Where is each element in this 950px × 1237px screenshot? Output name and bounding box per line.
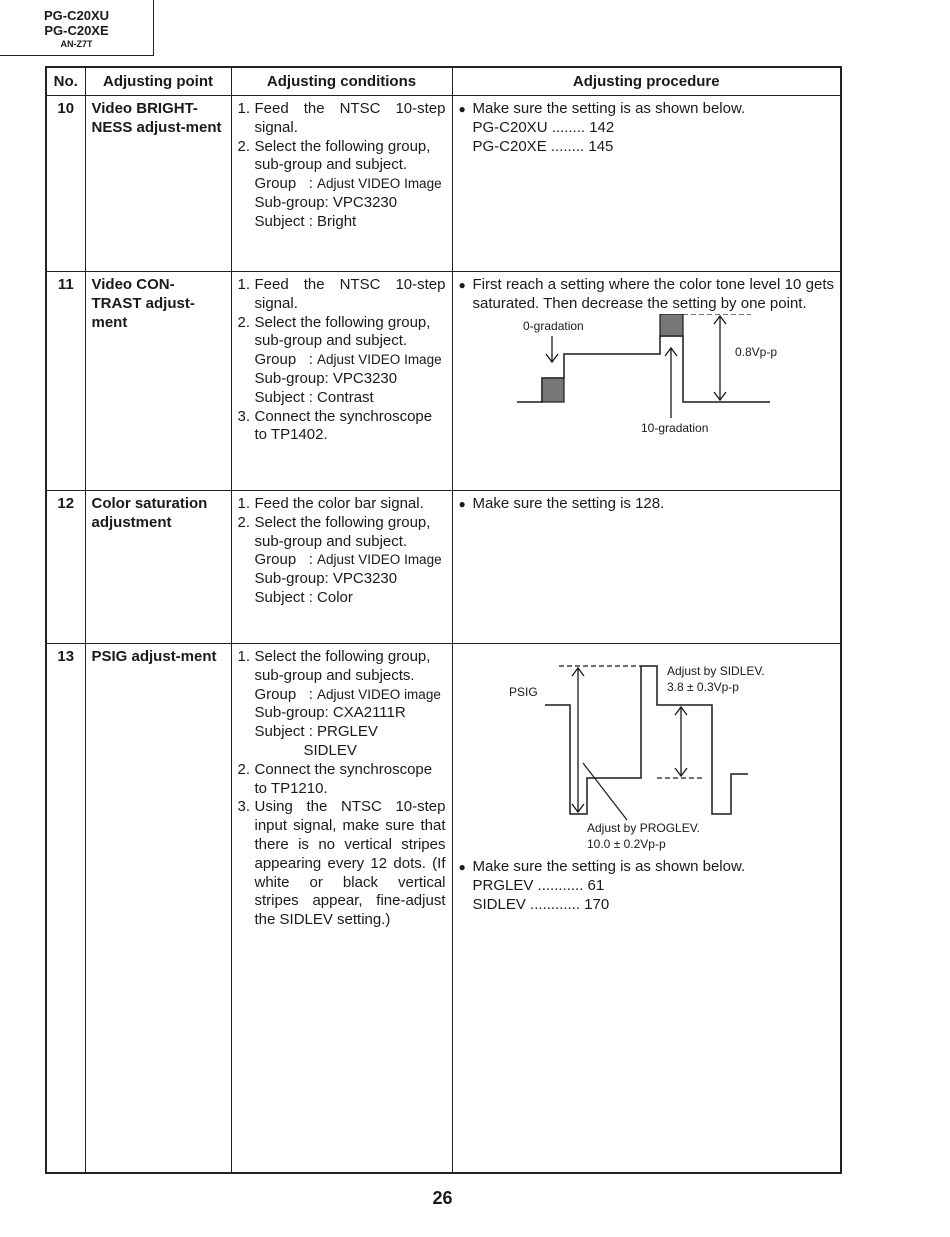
group-line: Group : Adjust VIDEO image xyxy=(254,685,441,703)
subject-line: Subject : Bright xyxy=(254,212,357,230)
ten-gradation-label: 10-gradation xyxy=(640,420,708,435)
condition-step-1: Feed the NTSC 10-step signal. xyxy=(254,276,446,312)
row-number: 11 xyxy=(46,272,85,491)
adjusting-point: Color saturation adjustment xyxy=(85,491,231,644)
sidlev-label: Adjust by SIDLEV. xyxy=(666,664,765,678)
setting-value: PRGLEV ........... 61 xyxy=(472,876,605,894)
procedure-text: Make sure the setting is 128. xyxy=(472,495,665,512)
condition-step-1: Select the following group, sub-group and subjects. xyxy=(254,648,431,684)
proglev-value: 10.0 ± 0.2Vp-p xyxy=(586,837,666,851)
condition-step-2: Connect the synchroscope to TP1210. xyxy=(254,760,433,797)
amplitude-label: 0.8Vp-p xyxy=(734,344,777,359)
adjusting-procedure: PSIG Adjust by SIDLEV. 3.8 ± 0.3Vp-p Adjust by PROGLEV. 10.0 ± 0.2Vp-p ● Make sure the setting is as shown below. PRGLEV ........... 61 SIDLEV ............ 170 xyxy=(452,644,841,1173)
subject-line: Subject : PRGLEV xyxy=(254,723,378,741)
table-row xyxy=(46,96,841,272)
model-label-box xyxy=(0,0,154,56)
adjusting-conditions: 1. Select the following group, sub-group and subjects. Group : Adjust VIDEO image Sub-group: CXA2111R Subject : PRGLEV SIDLEV 2. Connect the synchroscope to TP1210. 3. Using the NTSC 10-step input signal, make sure that there is no vertical stripes appearing every 12 dots. (If white or black vertical stripes appear, fine-adjust the SIDLEV setting.) xyxy=(231,644,452,1173)
setting-value: PG-C20XE ........ 145 xyxy=(472,137,614,155)
adjusting-conditions: 1. Feed the NTSC 10-step signal. 2. Select the following group, sub-group and subject. Group : Adjust VIDEO Image Sub-group: VPC3230 Subject : Contrast 3. Connect the synchroscope to TP1402. xyxy=(231,272,452,491)
model-name-3: AN-Z7T xyxy=(60,39,93,49)
psig-waveform-diagram xyxy=(459,648,834,858)
table-row xyxy=(46,644,841,1173)
adjusting-procedure: ● First reach a setting where the color tone level 10 gets saturated. Then decrease the setting by one point. 0-gradation 0.8Vp-p 10-gradation xyxy=(452,272,841,491)
page-number: 26 xyxy=(432,1188,453,1208)
row-number: 13 xyxy=(46,644,85,1173)
adjusting-point: PSIG adjust-ment xyxy=(85,644,231,1173)
subgroup-line: Sub-group: VPC3230 xyxy=(254,369,398,387)
condition-step-1: Feed the color bar signal. xyxy=(254,495,424,512)
column-header-point: Adjusting point xyxy=(85,67,231,96)
adjusting-point: Video BRIGHT-NESS adjust-ment xyxy=(85,96,231,272)
model-name-1: PG-C20XU xyxy=(43,8,110,23)
subgroup-line: Sub-group: CXA2111R xyxy=(254,704,406,722)
setting-value: PG-C20XU ........ 142 xyxy=(472,118,615,136)
procedure-text: Make sure the setting is as shown below. xyxy=(472,100,746,117)
adjusting-conditions: 1. Feed the color bar signal. 2. Select the following group, sub-group and subject. Group : Adjust VIDEO Image Sub-group: VPC3230 Subject : Color xyxy=(231,491,452,644)
row-number: 12 xyxy=(46,491,85,644)
psig-label: PSIG xyxy=(508,685,538,699)
zero-gradation-label: 0-gradation xyxy=(522,318,584,333)
procedure-text: Make sure the setting is as shown below. xyxy=(472,858,746,875)
adjusting-point: Video CON-TRAST adjust-ment xyxy=(85,272,231,491)
setting-value: SIDLEV ............ 170 xyxy=(472,895,610,913)
column-header-procedure: Adjusting procedure xyxy=(452,67,841,96)
condition-step-3: Using the NTSC 10-step input signal, make sure that there is no vertical stripes appearing every 12 dots. (If white or black vertical stripes appear, fine-adjust the SIDLEV setting.) xyxy=(254,798,446,929)
adjusting-procedure: ● Make sure the setting is 128. xyxy=(452,491,841,644)
adjusting-procedure: ● Make sure the setting is as shown below. PG-C20XU ........ 142 PG-C20XE ........ 145 xyxy=(452,96,841,272)
group-line: Group : Adjust VIDEO Image xyxy=(254,551,442,569)
subgroup-line: Sub-group: VPC3230 xyxy=(254,193,398,211)
condition-step-1: Feed the NTSC 10-step signal. xyxy=(254,100,446,136)
sidlev-value: 3.8 ± 0.3Vp-p xyxy=(666,680,739,694)
group-line: Group : Adjust VIDEO Image xyxy=(254,175,442,193)
column-header-no: No. xyxy=(46,67,85,96)
table-row xyxy=(46,272,841,491)
model-name-2: PG-C20XE xyxy=(44,23,109,38)
subgroup-line: Sub-group: VPC3230 xyxy=(254,570,398,588)
condition-step-2: Select the following group, sub-group and subject. xyxy=(254,513,431,550)
condition-step-2: Select the following group, sub-group and subject. xyxy=(254,137,431,174)
proglev-label: Adjust by PROGLEV. xyxy=(586,821,700,835)
subject-line-2: SIDLEV xyxy=(303,741,357,759)
subject-line: Subject : Color xyxy=(254,588,353,606)
column-header-conditions: Adjusting conditions xyxy=(231,67,452,96)
procedure-text: First reach a setting where the color tone level 10 gets saturated. Then decrease the setting by one point. xyxy=(472,276,834,312)
group-line: Group : Adjust VIDEO Image xyxy=(254,351,442,369)
table-row xyxy=(46,491,841,644)
table-header-row xyxy=(46,67,841,96)
subject-line: Subject : Contrast xyxy=(254,388,374,406)
condition-step-3: Connect the synchroscope to TP1402. xyxy=(254,407,433,444)
condition-step-2: Select the following group, sub-group and subject. xyxy=(254,313,431,350)
adjusting-conditions: 1. Feed the NTSC 10-step signal. 2. Select the following group, sub-group and subject. Group : Adjust VIDEO Image Sub-group: VPC3230 Subject : Bright xyxy=(231,96,452,272)
adjustment-table xyxy=(45,66,842,1174)
row-number: 10 xyxy=(46,96,85,272)
contrast-waveform-diagram xyxy=(459,314,834,436)
